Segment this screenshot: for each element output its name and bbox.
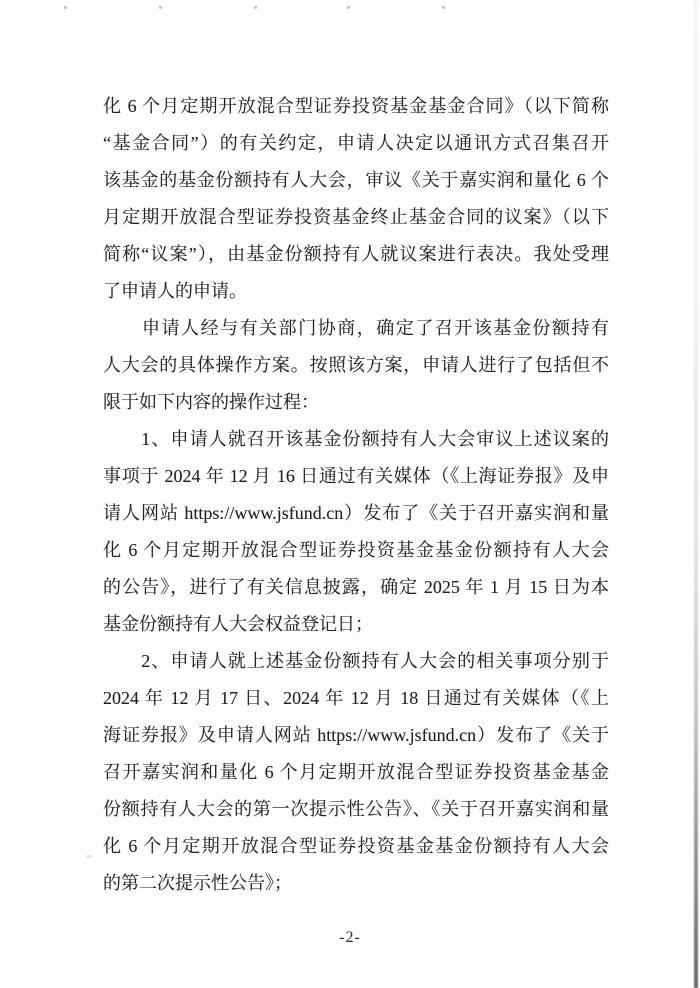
text-line: 限于如下内容的操作过程：	[103, 392, 319, 412]
text-line: 化 6 个月定期开放混合型证券投资基金基金合同》（以下简称	[103, 96, 609, 116]
text-line: 召开嘉实润和量化 6 个月定期开放混合型证券投资基金基金	[103, 762, 609, 782]
binding-dot	[64, 6, 67, 9]
scan-smudge	[86, 855, 92, 858]
text-line: 该基金的基金份额持有人大会，审议《关于嘉实润和量化 6 个	[103, 170, 609, 190]
text-line: 化 6 个月定期开放混合型证券投资基金基金份额持有人大会	[103, 540, 609, 560]
binding-dot	[254, 6, 257, 9]
text-line: “基金合同”）的有关约定，申请人决定以通讯方式召集召开	[103, 133, 609, 153]
paragraph-4	[103, 643, 609, 902]
paragraph-1	[103, 88, 609, 310]
document-body	[103, 88, 609, 902]
text-line: 基金份额持有人大会权益登记日；	[103, 614, 373, 634]
text-line: 2、申请人就上述基金份额持有人大会的相关事项分别于	[103, 651, 609, 671]
text-line: 申请人经与有关部门协商，确定了召开该基金份额持有	[103, 318, 609, 338]
text-line: 化 6 个月定期开放混合型证券投资基金基金份额持有人大会	[103, 836, 609, 856]
page-number: -2-	[339, 929, 361, 946]
paragraph-3	[103, 421, 609, 643]
page-edge-shadow	[694, 0, 698, 988]
paragraph-2	[103, 310, 609, 421]
binding-dot	[442, 6, 445, 9]
text-line: 海证券报》及申请人网站 https://www.jsfund.cn）发布了《关于	[103, 725, 609, 745]
text-line: 2024 年 12 月 17 日、2024 年 12 月 18 日通过有关媒体（《上	[103, 688, 609, 708]
binding-dot	[159, 6, 162, 9]
text-line: 份额持有人大会的第一次提示性公告》、《关于召开嘉实润和量	[103, 799, 609, 819]
text-line: 请人网站 https://www.jsfund.cn）发布了《关于召开嘉实润和量	[103, 503, 609, 523]
text-line: 简称“议案”），由基金份额持有人就议案进行表决。我处受理	[103, 244, 609, 264]
text-line: 的公告》，进行了有关信息披露，确定 2025 年 1 月 15 日为本	[103, 577, 609, 597]
text-line: 人大会的具体操作方案。按照该方案，申请人进行了包括但不	[103, 355, 609, 375]
binding-dot	[347, 6, 350, 9]
text-line: 了申请人的申请。	[103, 281, 247, 301]
text-line: 的第二次提示性公告》；	[103, 873, 292, 893]
text-line: 月定期开放混合型证券投资基金终止基金合同的议案》（以下	[103, 207, 609, 227]
text-line: 事项于 2024 年 12 月 16 日通过有关媒体（《上海证券报》及申	[103, 466, 609, 486]
text-line: 1、申请人就召开该基金份额持有人大会审议上述议案的	[103, 429, 609, 449]
